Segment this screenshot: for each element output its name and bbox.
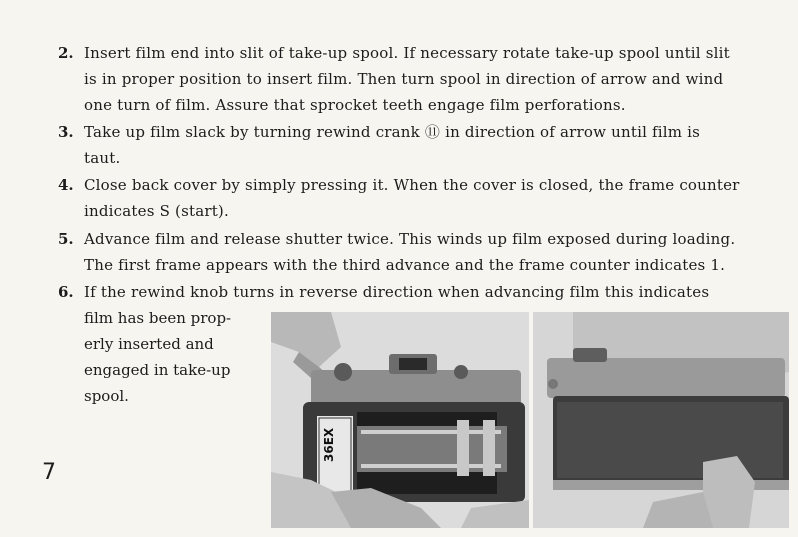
film-cartridge-label: 36EX <box>322 427 336 462</box>
step-line: is in proper position to insert film. Then turn spool in direction of arrow and wind <box>84 70 724 88</box>
step-line: film has been prop- <box>84 309 232 327</box>
step-line: one turn of film. Assure that sprocket teeth engage film perforations. <box>84 96 626 114</box>
photo-closing-back-cover <box>533 312 789 528</box>
step-number: 4. <box>58 176 74 194</box>
page-number: 7 <box>42 460 56 485</box>
step-number: 3. <box>58 123 74 141</box>
step-number: 2. <box>58 44 74 62</box>
step-line: erly inserted and <box>84 335 214 353</box>
step-line: If the rewind knob turns in reverse direction when advancing film this indicates <box>84 283 710 301</box>
step-line: indicates S (start). <box>84 202 229 220</box>
step-6-continuation <box>84 305 244 409</box>
step-number: 6. <box>58 283 74 301</box>
step-line: taut. <box>84 149 121 167</box>
step-line: spool. <box>84 387 129 405</box>
step-line: The first frame appears with the third advance and the frame counter indicates 1. <box>84 256 726 274</box>
step-line: Insert film end into slit of take-up spool. If necessary rotate take-up spool until slit <box>84 44 730 62</box>
step-line: Close back cover by simply pressing it. When the cover is closed, the frame counter <box>84 176 740 194</box>
photo-camera-loading-film <box>271 312 529 528</box>
step-number: 5. <box>58 230 74 248</box>
step-line: Advance film and release shutter twice. This winds up film exposed during loading. <box>84 230 736 248</box>
step-line: Take up film slack by turning rewind crank ⑪ in direction of arrow until film is <box>84 123 701 141</box>
step-line: engaged in take-up <box>84 361 231 379</box>
